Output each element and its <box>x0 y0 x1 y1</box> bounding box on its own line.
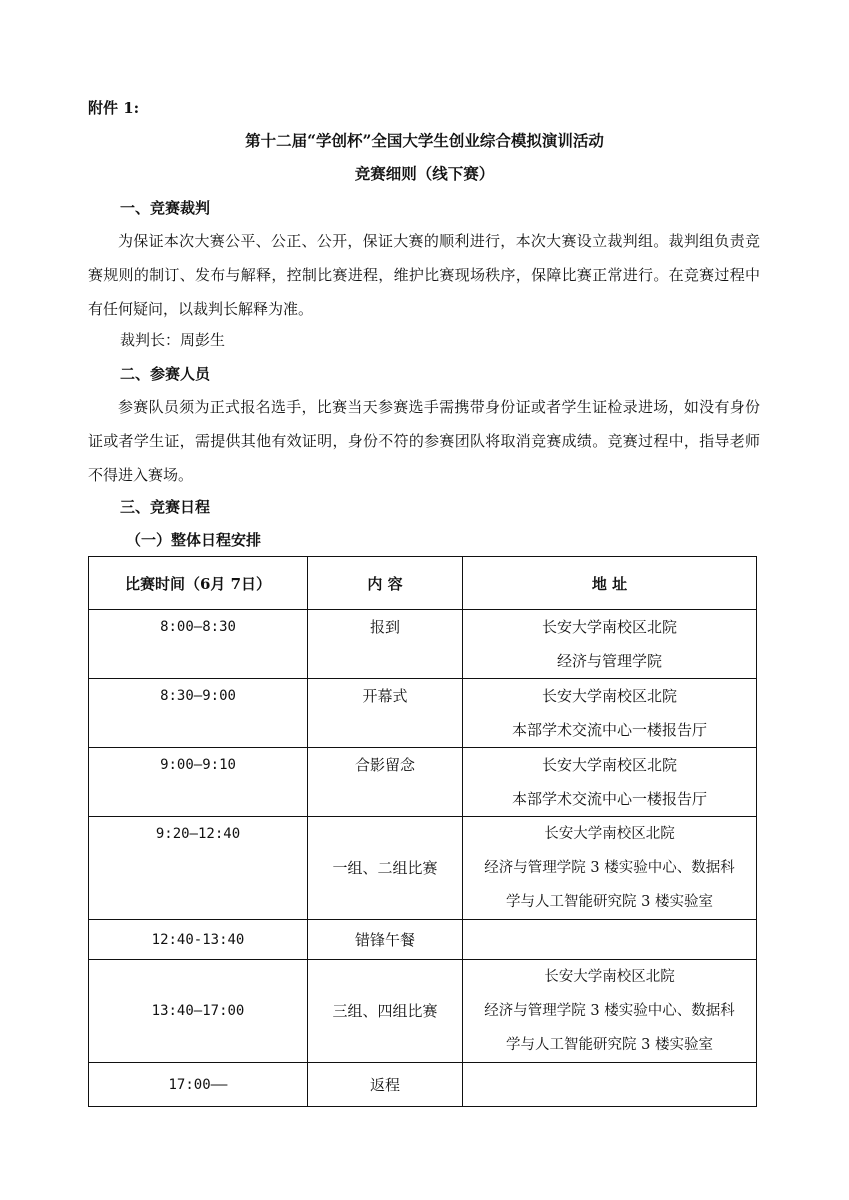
content-cell: 三组、四组比赛 <box>308 960 463 1063</box>
content-cell: 报到 <box>308 610 463 679</box>
address-cell: 长安大学南校区北院 经济与管理学院 3 楼实验中心、数据科 学与人工智能研究院 3 楼实验室 <box>463 817 757 920</box>
paragraph-judges: 为保证本次大赛公平、公正、公开，保证大赛的顺利进行，本次大赛设立裁判组。裁判组负责竞赛规则的制订、发布与解释，控制比赛进程，维护比赛现场秩序，保障比赛正常进行。在竞赛过程中有任何疑问，以裁判长解释为准。 <box>88 232 760 318</box>
header-content: 内 容 <box>308 557 463 610</box>
paragraph-participants: 参赛队员须为正式报名选手，比赛当天参赛选手需携带身份证或者学生证检录进场，如没有身份证或者学生证，需提供其他有效证明，身份不符的参赛团队将取消竞赛成绩。竞赛过程中，指导老师不得进入赛场。 <box>88 398 760 484</box>
address-cell-empty <box>463 920 757 960</box>
address-cell: 长安大学南校区北院 经济与管理学院 3 楼实验中心、数据科 学与人工智能研究院 3 楼实验室 <box>463 960 757 1063</box>
time-cell: 8:00—8:30 <box>89 610 308 679</box>
document-subtitle: 竞赛细则（线下赛） <box>354 164 495 183</box>
time-cell: 9:20—12:40 <box>89 817 308 920</box>
address-cell-empty <box>463 1063 757 1107</box>
content-cell: 一组、二组比赛 <box>308 817 463 920</box>
section-heading-participants: 二、参赛人员 <box>120 365 211 383</box>
address-cell: 长安大学南校区北院 本部学术交流中心一楼报告厅 <box>463 748 757 817</box>
table-row <box>89 960 757 1063</box>
address-cell: 长安大学南校区北院 本部学术交流中心一楼报告厅 <box>463 679 757 748</box>
table-row <box>89 920 757 960</box>
time-cell: 17:00—— <box>89 1063 308 1107</box>
table-header-row <box>89 557 757 610</box>
header-address: 地 址 <box>463 557 757 610</box>
time-cell: 9:00—9:10 <box>89 748 308 817</box>
document-title: 第十二届“学创杯”全国大学生创业综合模拟演训活动 <box>245 131 604 150</box>
content-cell: 返程 <box>308 1063 463 1107</box>
table-row <box>89 1063 757 1107</box>
section-heading-schedule: 三、竞赛日程 <box>120 498 211 516</box>
chief-judge: 裁判长：周彭生 <box>120 331 226 349</box>
content-cell: 合影留念 <box>308 748 463 817</box>
time-cell: 13:40—17:00 <box>89 960 308 1063</box>
table-row <box>89 748 757 817</box>
schedule-table <box>88 556 757 1107</box>
time-cell: 8:30—9:00 <box>89 679 308 748</box>
section-heading-judges: 一、竞赛裁判 <box>120 199 211 217</box>
content-cell: 开幕式 <box>308 679 463 748</box>
attachment-label: 附件 1: <box>88 99 140 117</box>
table-row <box>89 679 757 748</box>
sub-heading-overall-schedule: （一）整体日程安排 <box>126 531 262 549</box>
header-time: 比赛时间（6月 7日） <box>89 557 308 610</box>
table-row <box>89 610 757 679</box>
address-cell: 长安大学南校区北院 经济与管理学院 <box>463 610 757 679</box>
table-row <box>89 817 757 920</box>
time-cell: 12:40-13:40 <box>89 920 308 960</box>
content-cell: 错锋午餐 <box>308 920 463 960</box>
